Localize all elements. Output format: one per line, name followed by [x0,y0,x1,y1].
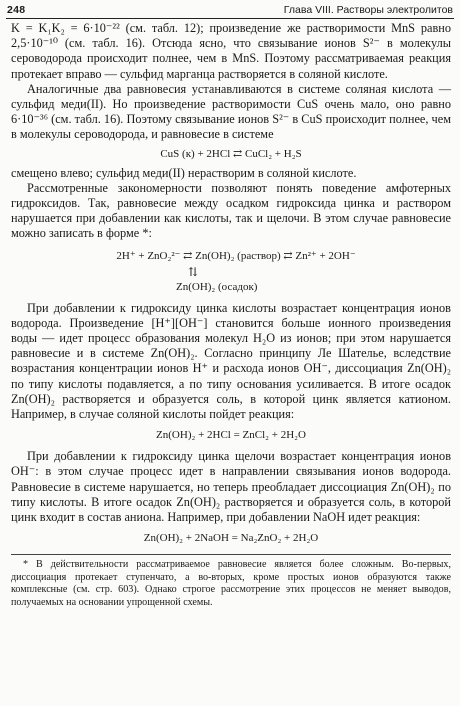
equation-zinc-naoh: Zn(OH)₂ + 2NaOH = Na₂ZnO₂ + 2H₂O [143,532,319,545]
paragraph-5: При добавлении к гидроксиду цинка кислоты возрастает концентрация ионов водорода. Произведение [H⁺][OH⁻] становится больше ионного произведения воды — идет процесс образования молекул H₂O из ионов; при этом нарушается равновесие и в системе Zn(OH)₂. Согласно принципу Ле Шателье, вследствие возрастания концентрации ионов H⁺ и расхода ионов OH⁻, диссоциация Zn(OH)₂ по типу кислоты подавляется, а по типу основания усиливается. В итоге осадок Zn(OH)₂ растворяется и образуется соль, в которой цинк является катионом. Например, в случае соляной кислоты пойдет реакция: [11,300,451,422]
equilibrium-vertical-arrow: ⇅ [188,264,199,279]
footnote-rule [11,554,451,555]
page-number: 248 [7,4,26,16]
header-rule [6,18,454,19]
chapter-title: Глава VIII. Растворы электролитов [283,4,453,16]
equation-zinc-equilibria: 2H⁺ + ZnO₂²⁻ ⇄ Zn(OH)₂ (раствор) ⇄ Zn²⁺ + 2OH⁻ [116,249,356,262]
running-head [7,3,453,17]
paragraph-1: K = K₁K₂ = 6·10⁻²² (см. табл. 12); произведение же растворимости MnS равно 2,5·10⁻¹⁰ (см. табл. 16). Отсюда ясно, что связывание ионов S²⁻ в молекулы сероводорода происходит полнее, чем в MnS. Поэтому рассматриваемая реакция протекает вправо — сульфид марганца растворяется в соляной кислоте. [11,21,451,81]
equation-cus-hcl: CuS (к) + 2HCl ⇄ CuCl₂ + H₂S [160,147,302,160]
paragraph-3: смещено влево; сульфид меди(II) нерастворим в соляной кислоте. [11,165,357,180]
paragraph-4: Рассмотренные закономерности позволяют понять поведение амфотерных гидроксидов. Так, равновесие между осадком гидроксида цинка и раствором нарушается при добавлении как кислоты, так и щелочи. В этом случае равновесие можно записать в форме *: [11,180,451,241]
paragraph-6: При добавлении к гидроксиду цинка щелочи возрастает концентрация ионов OH⁻: в этом случае процесс идет в направлении связывания ионов водорода. Равновесие в системе нарушается, но теперь преобладает диссоциация Zn(OH)₂ по типу кислоты. В итоге осадок Zn(OH)₂ растворяется и образуется соль, в которой цинк входит в состав аниона. Например, при добавлении NaOH идет реакция: [11,449,451,525]
footnote: * В действительности рассматриваемое равновесие является более сложным. Во-первых, диссоциация протекает ступенчато, а во-вторых, кроме простых ионов образуются также комплексные (см. стр. 603). Однако строгое рассмотрение этих процессов не меняет выводов, получаемых на основании упрощенной схемы. [11,559,451,609]
paragraph-2: Аналогичные два равновесия устанавливаются в системе соляная кислота — сульфид меди(II). Но произведение растворимости CuS очень мало, оно равно 6·10⁻³⁶ (см. табл. 16). Поэтому связывание ионов S²⁻ в CuS происходит полнее, чем в молекулы сероводорода, и равновесие в системе [11,81,451,142]
body-text [11,21,451,610]
equation-zinc-hcl: Zn(OH)₂ + 2HCl = ZnCl₂ + 2H₂O [156,429,306,442]
equation-zinc-precipitate: Zn(OH)₂ (осадок) [176,280,258,293]
